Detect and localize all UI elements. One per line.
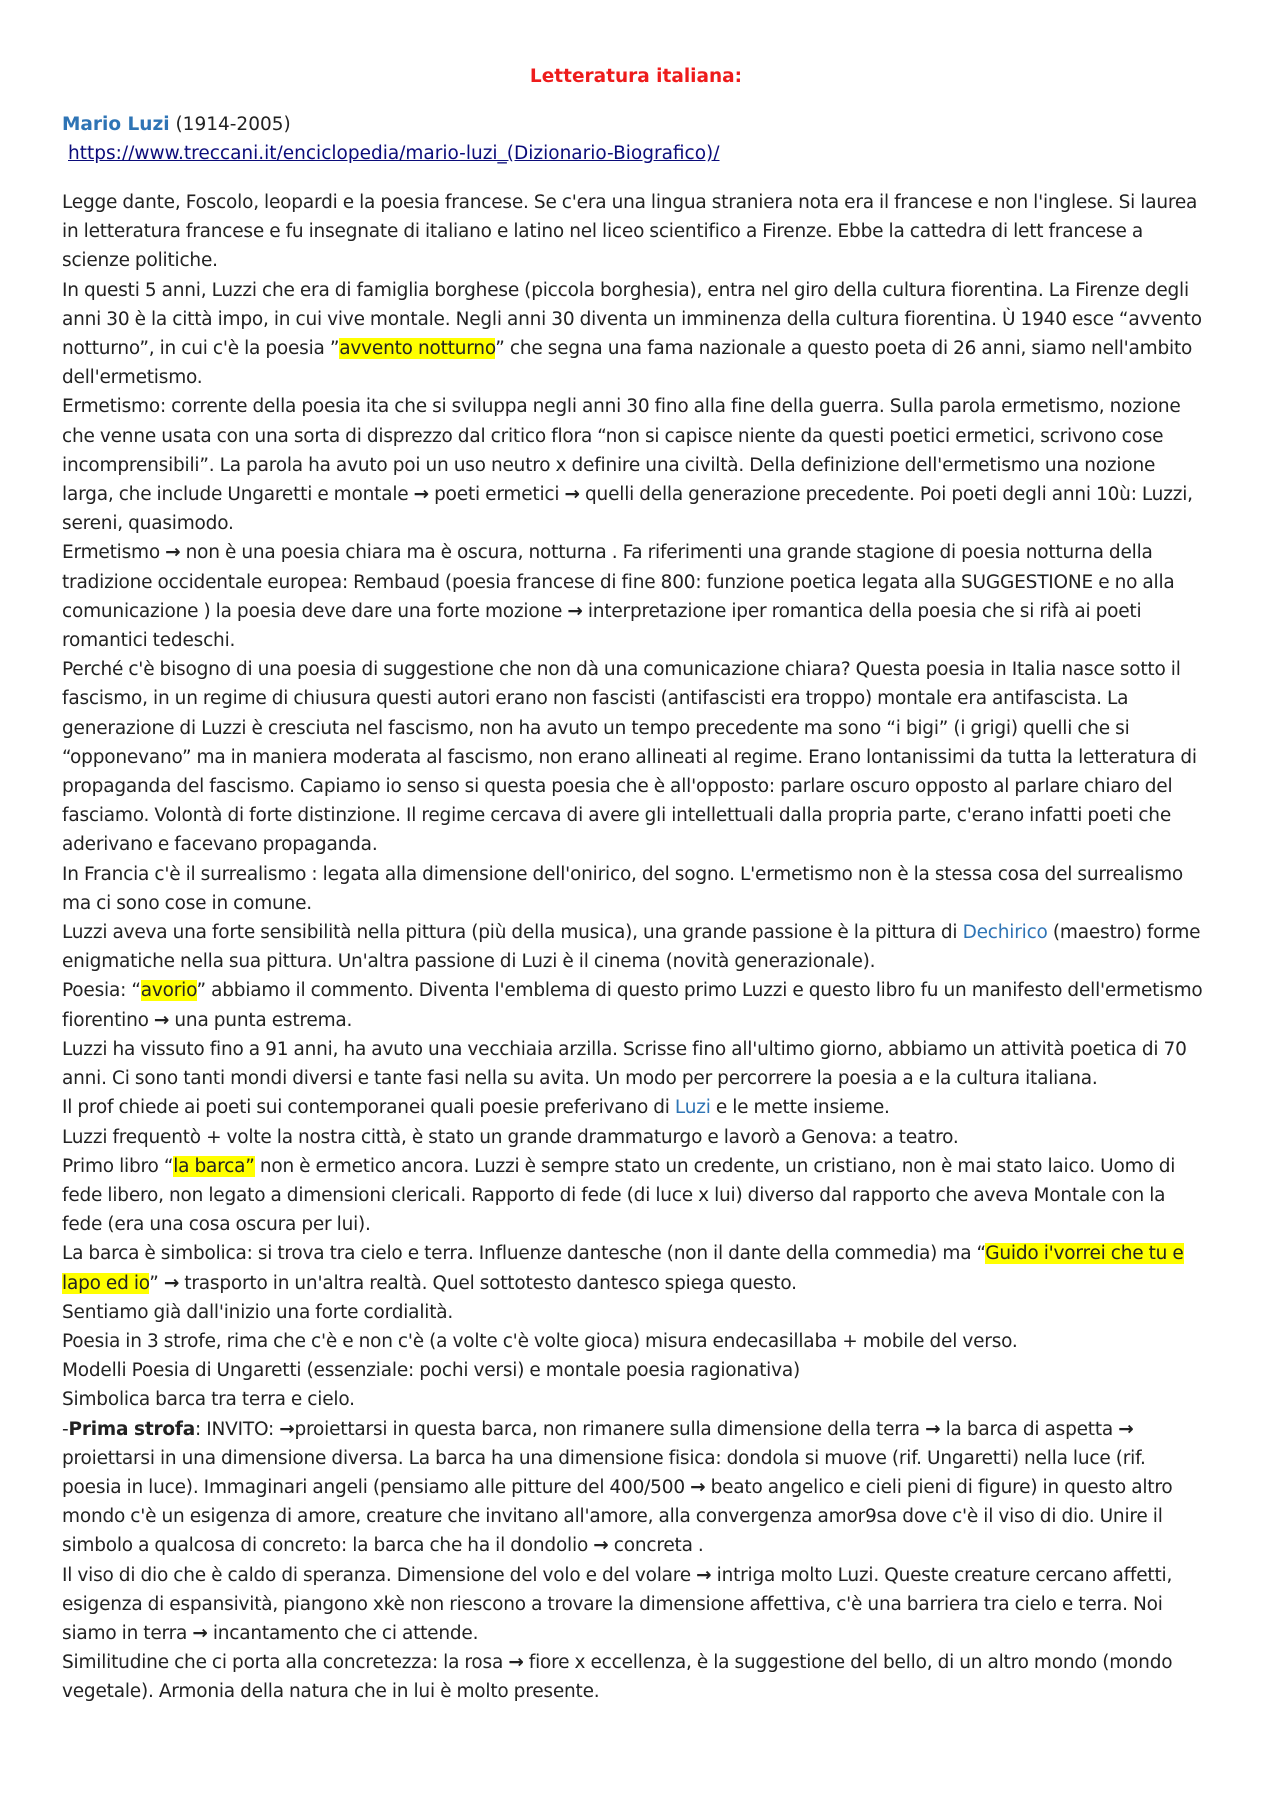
text-run: beato angelico e cieli pieni di figure) in questo altro mondo c'è un esigenza di amore, creature che invitano all'amore, alla convergenza amor9sa dove c'è il viso di dio. Unire il simbolo a qualcosa di concreto: la barca che ha il dondolio xyxy=(62,1476,1173,1557)
arrow-icon: → xyxy=(165,542,181,564)
text-run: Similitudine che ci porta alla concretezza: la rosa xyxy=(62,1652,509,1674)
arrow-icon: → xyxy=(163,1272,180,1294)
author-name: Mario Luzi xyxy=(62,114,170,135)
paragraph-14: Sentiamo già dall'inizio una forte cordialità. xyxy=(62,1301,454,1323)
text-run: e le mette insieme. xyxy=(710,1097,890,1119)
paragraph-13 xyxy=(62,1239,1210,1297)
text-run: quelli della generazione precedente. Poi poeti degli anni 10ù: Luzzi, sereni, quasimodo. xyxy=(62,484,1193,535)
arrow-icon: → xyxy=(508,1652,524,1674)
notes-body xyxy=(62,188,1210,1707)
paragraph-8 xyxy=(62,976,1210,1034)
text-run: : INVITO: xyxy=(195,1418,280,1440)
text-run: Il prof chiede ai poeti sui contemporanei quali poesie preferivano di xyxy=(62,1097,675,1119)
text-run: proiettarsi in questa barca, non rimanere sulla dimensione della terra xyxy=(294,1418,926,1440)
paragraph-5: Perché c'è bisogno di una poesia di suggestione che non dà una comunicazione chiara? Questa poesia in Italia nasce sotto il fascismo, in un regime di chiusura questi autori erano non fascisti (antifascisti era troppo) montale era antifascista. La generazione di Luzzi è cresciuta nel fascismo, non ha avuto un tempo precedente ma sono “i bigi” (i grigi) quelli che si “opponevano” ma in maniera moderata al fascismo, non erano allineati al regime. Erano lontanissimi da tutta la letteratura di propaganda del fascismo. Capiamo io senso si questa poesia che è all'opposto: parlare oscuro opposto al parlare chiaro del fasciamo. Volontà di forte distinzione. Il regime cercava di avere gli intellettuali dalla propria parte, c'erano infatti poeti che aderivano e facevano propaganda. xyxy=(62,659,1197,856)
text-run: Il viso di dio che è caldo di speranza. Dimensione del volo e del volare xyxy=(62,1564,697,1586)
text-run: non è una poesia chiara ma è oscura, notturna . Fa riferimenti una grande stagione di poesia notturna della tradizione occidentale europea: Rembaud (poesia francese di fine 800: funzione poetica legata alla SUGGESTIONE e no alla comunicazione ) la poesia deve dare una forte mozione xyxy=(62,542,1175,622)
paragraph-7 xyxy=(62,918,1210,976)
author-line xyxy=(62,110,1210,139)
arrow-icon: → xyxy=(925,1418,941,1440)
prima-strofa-label: Prima strofa xyxy=(68,1418,196,1440)
text-run: non è ermetico ancora. Luzzi è sempre stato un credente, un cristiano, non è mai stato laico. Uomo di fede libero, non legato a dimensioni clericali. Rapporto di fede (di luce x lui) diverso dal rapporto che aveva Montale con la fede (era una cosa oscura per lui). xyxy=(62,1155,1176,1236)
author-years: (1914-2005) xyxy=(169,114,291,135)
text-run: - xyxy=(62,1418,69,1440)
document-title: Letteratura italiana: xyxy=(529,66,743,87)
text-run: Primo libro “ xyxy=(62,1155,174,1177)
paragraph-17: Simbolica barca tra terra e cielo. xyxy=(62,1389,355,1411)
arrow-icon: → xyxy=(413,484,429,506)
text-run: Ermetismo xyxy=(62,542,166,564)
paragraph-2 xyxy=(62,276,1210,393)
arrow-icon: → xyxy=(192,1622,208,1644)
paragraph-12 xyxy=(62,1152,1210,1240)
text-run: una punta estrema. xyxy=(169,1009,353,1031)
paragraph-15: Poesia in 3 strofe, rima che c'è e non c'è (a volte c'è volte gioca) misura endecasillaba + mobile del verso. xyxy=(62,1330,1018,1352)
text-run: proiettarsi in una dimensione diversa. La barca ha una dimensione fisica: dondola si muove (rif. Ungaretti) nella luce (rif. poesia in luce). Immaginari angeli (pensiamo alle pitture del 400/500 xyxy=(62,1447,1146,1498)
text-run: la barca di aspetta xyxy=(940,1418,1119,1440)
paragraph-1: Legge dante, Foscolo, leopardi e la poesia francese. Se c'era una lingua straniera nota era il francese e non l'inglese. Si laurea in letteratura francese e fu insegnate di italiano e latino nel liceo scientifico a Firenze. Ebbe la cattedra di lett francese a scienze politiche. xyxy=(62,192,1198,272)
treccani-link[interactable]: https://www.treccani.it/enciclopedia/mario-luzi_(Dizionario-Biografico)/ xyxy=(68,143,720,164)
text-run: Ermetismo: corrente della poesia ita che si sviluppa negli anni 30 fino alla fine della guerra. Sulla parola ermetismo, nozione che venne usata con una sorta di disprezzo dal critico flora “non si capisce niente da questi poetici ermetici, scrivono cose incomprensibili”. La parola ha avuto poi un uso neutro x definire una civiltà. Della definizione dell'ermetismo una nozione larga, che include Ungaretti e montale xyxy=(62,396,1181,506)
text-run: La barca è simbolica: si trova tra cielo e terra. Influenze dantesche (non il dante della commedia) ma “ xyxy=(62,1243,986,1265)
text-run: In questi 5 anni, Luzzi che era di famiglia borghese (piccola borghesia), entra nel giro della cultura fiorentina. La Firenze degli anni 30 è la città impo, in cui vive montale. Negli anni 30 diventa un imminenza della cultura fiorentina. Ù 1940 esce “avvento notturno”, in cui c'è la poesia ” xyxy=(62,279,1202,360)
arrow-icon: → xyxy=(690,1476,706,1498)
paragraph-16: Modelli Poesia di Ungaretti (essenziale: pochi versi) e montale poesia ragionativa) xyxy=(62,1360,800,1382)
paragraph-9: Luzzi ha vissuto fino a 91 anni, ha avuto una vecchiaia arzilla. Scrisse fino all'ultimo giorno, abbiamo un attività poetica di 70 anni. Ci sono tanti mondi diversi e tante fasi nella su avita. Un modo per percorrere la poesia a e la cultura italiana. xyxy=(62,1038,1187,1090)
text-run: interpretazione iper romantica della poesia che si rifà ai poeti romantici tedeschi. xyxy=(62,600,1142,652)
arrow-icon: → xyxy=(593,1535,609,1557)
highlight-avorio: avorio xyxy=(140,980,197,1002)
arrow-icon: → xyxy=(279,1418,295,1440)
reference-link-line xyxy=(62,139,1210,168)
text-run: poeti ermetici xyxy=(428,484,565,506)
text-run: concreta . xyxy=(608,1535,704,1557)
highlight-la-barca: la barca” xyxy=(173,1155,255,1177)
paragraph-18 xyxy=(62,1415,1210,1561)
paragraph-11: Luzzi frequentò + volte la nostra città, è stato un grande drammaturgo e lavorò a Genova: a teatro. xyxy=(62,1126,959,1148)
text-run: (maestro) forme enigmatiche nella sua pittura. Un'altra passione di Luzi è il cinema (novità generazionale). xyxy=(62,922,1201,973)
dechirico-reference: Dechirico xyxy=(962,922,1048,944)
paragraph-4 xyxy=(62,538,1210,655)
text-run: trasporto in un'altra realtà. Quel sottotesto dantesco spiega questo. xyxy=(179,1272,797,1294)
luzi-reference: Luzi xyxy=(674,1097,711,1119)
paragraph-6: In Francia c'è il surrealismo : legata alla dimensione dell'onirico, del sogno. L'ermetismo non è la stessa cosa del surrealismo ma ci sono cose in comune. xyxy=(62,863,1184,914)
arrow-icon: → xyxy=(153,1009,170,1031)
paragraph-20 xyxy=(62,1648,1210,1706)
text-run: ” xyxy=(149,1272,164,1294)
text-run: Luzzi aveva una forte sensibilità nella pittura (più della musica), una grande passione è la pittura di xyxy=(62,922,963,944)
paragraph-10 xyxy=(62,1093,1210,1122)
arrow-icon: → xyxy=(696,1564,712,1586)
text-run: ” che segna una fama nazionale a questo poeta di 26 anni, siamo nell'ambito dell'ermetismo. xyxy=(62,338,1193,389)
arrow-icon: → xyxy=(1118,1418,1134,1440)
arrow-icon: → xyxy=(564,484,580,506)
text-run: intriga molto Luzi. Queste creature cercano affetti, esigenza di espansività, piangono xkè non riescono a trovare la dimensione affettiva, c'è una barriera tra cielo e terra. Noi siamo in terra xyxy=(62,1564,1173,1644)
text-run: incantamento che ci attende. xyxy=(207,1622,479,1644)
paragraph-3 xyxy=(62,392,1210,538)
highlight-guido-quote: Guido i'vorrei che tu e lapo ed io xyxy=(62,1243,1184,1294)
text-run: Poesia: “ xyxy=(62,980,141,1002)
paragraph-19 xyxy=(62,1561,1210,1649)
arrow-icon: → xyxy=(567,600,583,622)
text-run: fiore x eccellenza, è la suggestione del bello, di un altro mondo (mondo vegetale). Armonia della natura che in lui è molto presente. xyxy=(62,1652,1173,1703)
highlight-avvento-notturno: avvento notturno xyxy=(339,338,496,360)
text-run: ” abbiamo il commento. Diventa l'emblema di questo primo Luzzi e questo libro fu un manifesto dell'ermetismo fiorentino xyxy=(62,980,1203,1031)
